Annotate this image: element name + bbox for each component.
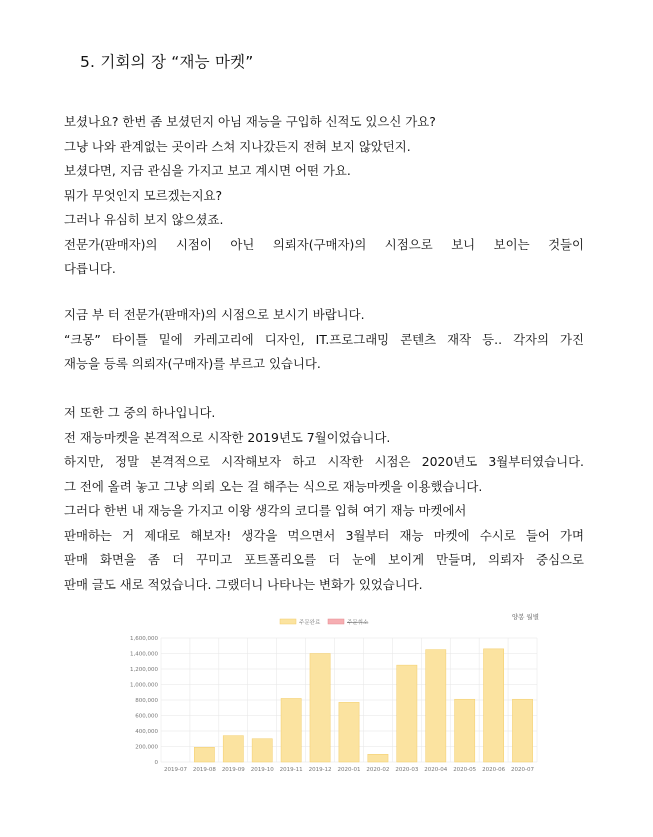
- x-tick-label: 2020-04: [424, 767, 448, 773]
- bar: [512, 699, 532, 762]
- y-tick-label: 0: [154, 760, 158, 766]
- bar: [397, 665, 417, 762]
- x-tick-label: 2020-05: [453, 767, 477, 773]
- bar: [339, 702, 359, 762]
- bar: [455, 699, 475, 762]
- text-line: 다릅니다.: [64, 261, 116, 276]
- paragraph-seller-view: [64, 303, 584, 377]
- bar: [252, 739, 272, 762]
- section-heading: 5. 기회의 장 “재능 마켓”: [80, 53, 254, 71]
- x-tick-label: 2020-07: [511, 767, 535, 773]
- bar: [368, 754, 388, 762]
- x-tick-label: 2019-10: [250, 767, 274, 773]
- legend-swatch: [280, 619, 296, 624]
- text-line: 하지만, 정말 본격적으로 시작해보자 하고 시작한 시점은 2020년도 3월부터였습니다.: [64, 454, 584, 469]
- bar: [281, 698, 301, 762]
- paragraph-intro: [64, 110, 584, 282]
- text-line: 전 재능마켓을 본격적으로 시작한 2019년도 7월이었습니다.: [64, 429, 391, 445]
- y-tick-label: 200,000: [135, 744, 158, 751]
- legend-label: 주문완료: [299, 620, 321, 626]
- x-tick-label: 2020-03: [395, 767, 419, 773]
- text-line: 재능을 등록 의뢰자(구매자)를 부르고 있습니다.: [64, 356, 321, 371]
- text-line: 지금 부 터 전문가(판매자)의 시점으로 보시기 바랍니다.: [64, 307, 365, 322]
- y-tick-label: 400,000: [135, 729, 158, 735]
- bar: [310, 654, 330, 763]
- x-tick-label: 2019-12: [308, 767, 332, 773]
- text-line: 뭐가 무엇인지 모르겠는지요?: [64, 187, 223, 203]
- bar: [223, 736, 243, 762]
- bar: [426, 650, 446, 762]
- chart-canvas: [125, 610, 545, 780]
- x-tick-label: 2020-01: [337, 767, 361, 773]
- y-tick-label: 1,400,000: [130, 651, 158, 658]
- y-tick-label: 800,000: [135, 698, 158, 704]
- text-line: 그 전에 올려 놓고 그냥 의뢰 오는 걸 해주는 식으로 재능마켓을 이용했습니다.: [64, 478, 483, 494]
- text-line: 보셨다면, 지금 관심을 가지고 보고 계시면 어떤 가요.: [64, 163, 351, 178]
- y-tick-label: 1,600,000: [130, 636, 158, 642]
- text-line: 저 또한 그 중의 하나입니다.: [64, 405, 216, 420]
- text-line: 보셨나요? 한번 좀 보셨던지 아님 재능을 구입하 신적도 있으신 가요?: [64, 114, 436, 129]
- text-line: 전문가(판매자)의 시점이 아닌 의뢰자(구매자)의 시점으로 보니 보이는 것들이: [64, 236, 584, 252]
- legend-label: 주문취소: [347, 620, 369, 626]
- text-line: “크몽” 타이틀 밑에 카레고리에 디자인, IT.프로그래밍 콘텐츠 재작 등.. 각자의 가진: [64, 331, 584, 347]
- monthly-sales-chart: [125, 610, 545, 780]
- bar: [483, 649, 503, 762]
- text-line: 판매하는 거 제대로 해보자! 생각을 먹으면서 3월부터 재능 마켓에 수시로 들어 가며: [64, 527, 584, 543]
- x-tick-label: 2019-09: [221, 767, 245, 773]
- text-line: 판매 화면을 좀 더 꾸미고 포트폴리오를 더 눈에 보이게 만들며, 의뢰자 중심으로: [64, 552, 584, 567]
- x-tick-label: 2020-06: [482, 767, 506, 773]
- x-tick-label: 2020-02: [366, 767, 390, 773]
- chart-corner-label: 양봉 월별: [511, 613, 539, 621]
- x-tick-label: 2019-11: [279, 767, 303, 773]
- bar: [194, 747, 214, 762]
- y-tick-label: 1,000,000: [130, 682, 158, 689]
- text-line: 판매 글도 새로 적었습니다. 그랬더니 나타나는 변화가 있었습니다.: [64, 576, 423, 592]
- x-tick-label: 2019-08: [192, 767, 216, 773]
- text-line: 그러나 유심히 보지 않으셨죠.: [64, 212, 224, 227]
- x-tick-label: 2019-07: [163, 767, 187, 773]
- text-line: 그러다 한번 내 재능을 가지고 이왕 생각의 코디를 입혀 여기 재능 마켓에서: [64, 503, 467, 518]
- legend-swatch: [328, 619, 344, 624]
- y-tick-label: 1,200,000: [130, 667, 158, 673]
- paragraph-my-story: [64, 401, 584, 597]
- y-tick-label: 600,000: [135, 713, 158, 720]
- text-line: 그냥 나와 관계없는 곳이라 스쳐 지나갔든지 전혀 보지 않았던지.: [64, 138, 411, 154]
